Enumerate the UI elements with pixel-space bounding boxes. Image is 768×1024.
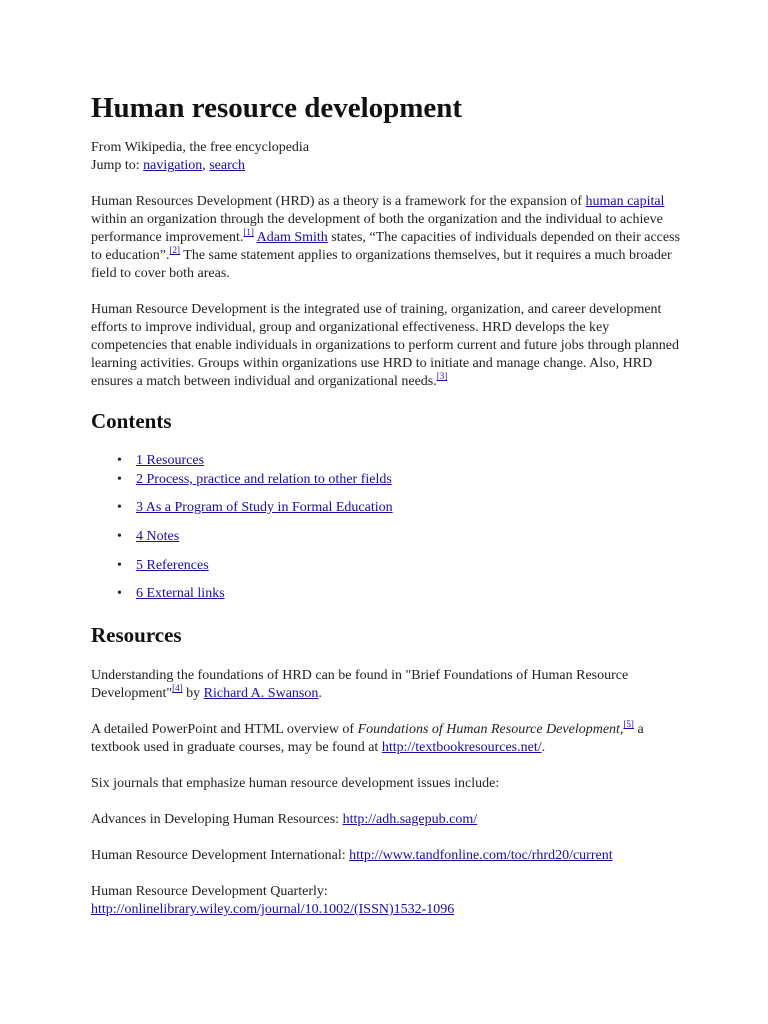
adam-smith-link[interactable]: Adam Smith	[256, 230, 328, 245]
ref-1-link[interactable]: [1]	[243, 227, 254, 237]
bullet-icon: •	[117, 472, 122, 487]
swanson-link[interactable]: Richard A. Swanson	[203, 686, 319, 701]
toc-link-process[interactable]: 2 Process, practice and relation to other fields	[136, 472, 392, 487]
intro-paragraph-2	[91, 301, 681, 391]
ref-5-link[interactable]: [5]	[623, 719, 634, 729]
bullet-icon: •	[117, 453, 122, 468]
resources-paragraph-2	[91, 721, 681, 757]
resources-text: ,	[619, 722, 624, 737]
ref-4-link[interactable]: [4]	[172, 683, 183, 693]
resources-text: .	[318, 686, 322, 701]
jump-search-link[interactable]: search	[209, 158, 245, 173]
ref-3-link[interactable]: [3]	[436, 371, 448, 381]
journal-label: Advances in Developing Human Resources:	[91, 812, 343, 827]
intro-text: The same statement applies to organizations themselves, but it requires a much broader field to cover both areas.	[91, 248, 672, 281]
book-title: Foundations of Human Resource Development	[357, 722, 620, 737]
resources-text: a textbook used in graduate courses, may be found at	[91, 722, 644, 755]
tagline: From Wikipedia, the free encyclopedia	[91, 140, 310, 155]
toc-link-external-links[interactable]: 6 External links	[136, 586, 225, 601]
journal-1-link[interactable]: http://adh.sagepub.com/	[342, 812, 478, 827]
resources-text: A detailed PowerPoint and HTML overview of	[91, 722, 358, 737]
bullet-icon: •	[117, 529, 122, 544]
toc-link-references[interactable]: 5 References	[136, 558, 209, 573]
intro-text: within an organization through the development of both the organization and the individual to achieve performance improvement.	[91, 212, 663, 245]
resources-text: .	[541, 740, 546, 755]
jump-navigation-link[interactable]: navigation	[143, 158, 203, 173]
ref-2-link[interactable]: [2]	[169, 245, 181, 255]
textbook-resources-link[interactable]: http://textbookresources.net/	[381, 740, 542, 755]
toc-link-program[interactable]: 3 As a Program of Study in Formal Education	[136, 500, 393, 515]
journal-2-link[interactable]: http://www.tandfonline.com/toc/rhrd20/current	[349, 848, 613, 863]
journal-1	[91, 811, 681, 829]
jump-separator: ,	[202, 158, 206, 173]
bullet-icon: •	[117, 586, 122, 601]
contents-heading: Contents	[91, 409, 172, 433]
jump-to-label: Jump to:	[91, 158, 140, 173]
bullet-icon: •	[117, 500, 122, 515]
page-title: Human resource development	[91, 92, 463, 124]
journal-3	[91, 883, 651, 919]
journal-label: Human Resource Development International:	[91, 848, 350, 863]
human-capital-link[interactable]: human capital	[585, 194, 665, 209]
intro-text: Human Resources Development (HRD) as a theory is a framework for the expansion of	[91, 194, 586, 209]
journal-2	[91, 847, 681, 865]
toc-link-resources[interactable]: 1 Resources	[136, 453, 205, 468]
intro-text: Human Resource Development is the integrated use of training, organization, and career development efforts to improve individual, group and organizational effectiveness. HRD develops the key competencies that enable individuals in organizations to perform current and future jobs through planned learning activities. Groups within organizations use HRD to initiate and manage change. Also, HRD ensures a match between individual and organizational needs.	[91, 302, 679, 389]
journal-label: Human Resource Development Quarterly:	[91, 884, 328, 899]
resources-paragraph-1	[91, 667, 681, 703]
resources-paragraph-3: Six journals that emphasize human resource development issues include:	[91, 776, 500, 791]
journal-3-link[interactable]: http://onlinelibrary.wiley.com/journal/10.1002/(ISSN)1532-1096	[91, 902, 455, 917]
resources-heading: Resources	[91, 623, 182, 647]
intro-paragraph-1	[91, 193, 681, 283]
intro-text: states, “The capacities of individuals depended on their access to education”.	[91, 230, 680, 263]
resources-text: Understanding the foundations of HRD can be found in "Brief Foundations of Human Resource Development"	[91, 668, 629, 701]
resources-text: by	[182, 686, 204, 701]
bullet-icon: •	[117, 558, 122, 573]
toc-link-notes[interactable]: 4 Notes	[136, 529, 180, 544]
jump-to-line	[91, 157, 245, 175]
